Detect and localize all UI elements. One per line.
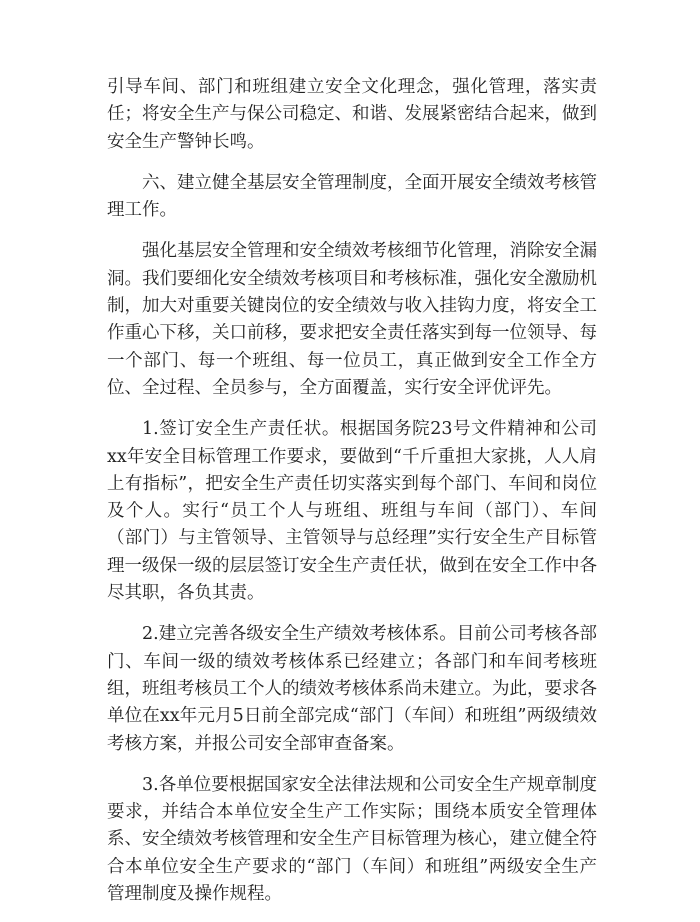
document-page <box>107 74 597 922</box>
section-heading-six: 六、建立健全基层安全管理制度，全面开展安全绩效考核管理工作。 <box>107 172 597 221</box>
paragraph-item-1: 1.签订安全生产责任状。根据国务院23号文件精神和公司xx年安全目标管理工作要求，要做到“千斤重担大家挑，人人肩上有指标”，把安全生产责任切实落实到每个部门、车间和岗位及个人。实行“员工个人与班组、班组与车间（部门）、车间（部门）与主管领导、主管领导与总经理”实行安全生产目标管理一级保一级的层层签订安全生产责任状，做到在安全工作中各尽其职，各负其责。 <box>107 419 597 604</box>
paragraph-item-2: 2.建立完善各级安全生产绩效考核体系。目前公司考核各部门、车间一级的绩效考核体系已经建立；各部门和车间考核班组，班组考核员工个人的绩效考核体系尚未建立。为此，要求各单位在xx年元月5日前全部完成“部门（车间）和班组”两级绩效考核方案，并报公司安全部审查备案。 <box>107 624 597 754</box>
paragraph-safety-management: 强化基层安全管理和安全绩效考核细节化管理，消除安全漏洞。我们要细化安全绩效考核项目和考核标准，强化安全激励机制，加大对重要关键岗位的安全绩效与收入挂钩力度，将安全工作重心下移，关口前移，要求把安全责任落实到每一位领导、每一个部门、每一个班组、每一位员工，真正做到安全工作全方位、全过程、全员参与，全方面覆盖，实行安全评优评先。 <box>107 241 597 398</box>
paragraph-item-3: 3.各单位要根据国家安全法律法规和公司安全生产规章制度要求，并结合本单位安全生产工作实际；围绕本质安全管理体系、安全绩效考核管理和安全生产目标管理为核心，建立健全符合本单位安全生产要求的“部门（车间）和班组”两级安全生产管理制度及操作规程。 <box>107 774 597 905</box>
paragraph-continuation: 引导车间、部门和班组建立安全文化理念，强化管理，落实责任；将安全生产与保公司稳定、和谐、发展紧密结合起来，做到安全生产警钟长鸣。 <box>107 77 597 152</box>
